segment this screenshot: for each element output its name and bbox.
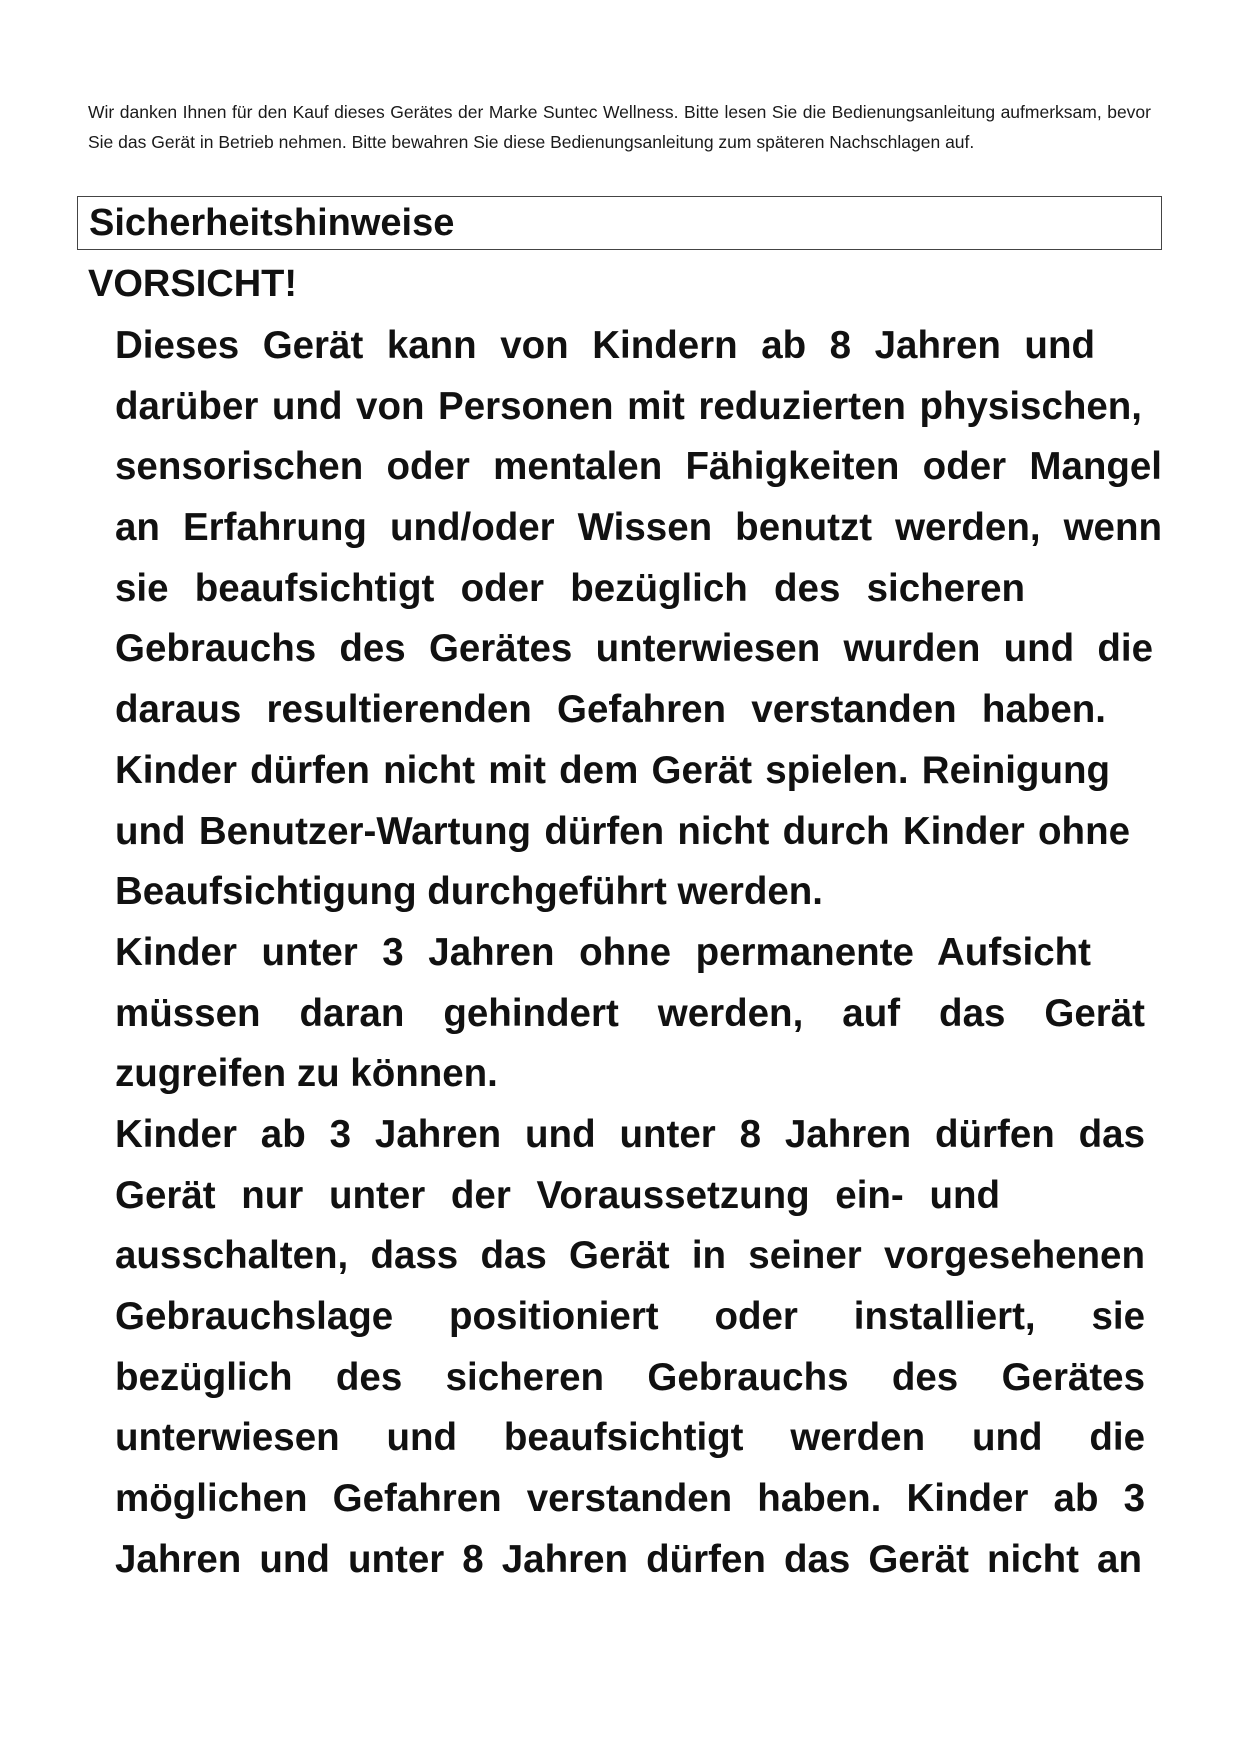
warning-label: VORSICHT! bbox=[88, 263, 297, 305]
safety-text-line: Gebrauchslage positioniert oder installiert, sie bbox=[115, 1295, 1145, 1338]
safety-text-line: Gerät nur unter der Voraussetzung ein- und bbox=[115, 1173, 1000, 1217]
safety-text-line: Jahren und unter 8 Jahren dürfen das Gerät nicht an bbox=[115, 1537, 1142, 1581]
safety-text-line: bezüglich des sicheren Gebrauchs des Gerätes bbox=[115, 1355, 1145, 1399]
safety-text-line: Gebrauchs des Gerätes unterwiesen wurden und die bbox=[115, 627, 1153, 671]
safety-text-line: möglichen Gefahren verstanden haben. Kinder ab 3 bbox=[115, 1477, 1145, 1521]
safety-text-line: sie beaufsichtigt oder bezüglich des sicheren bbox=[115, 566, 1025, 610]
safety-text-line: an Erfahrung und/oder Wissen benutzt werden, wenn bbox=[115, 506, 1162, 550]
safety-text-line: müssen daran gehindert werden, auf das Gerät bbox=[115, 991, 1145, 1035]
safety-text-line: sensorischen oder mentalen Fähigkeiten oder Mangel bbox=[115, 445, 1162, 489]
intro-paragraph: Wir danken Ihnen für den Kauf dieses Gerätes der Marke Suntec Wellness. Bitte lesen Sie die Bedienungsanleitung aufmerksam, bevor Sie das Gerät in Betrieb nehmen. Bitte bewahren Sie diese Bedienungsanleitung zum späteren Nachschlagen auf. bbox=[88, 102, 1151, 152]
safety-text-line: Dieses Gerät kann von Kindern ab 8 Jahren und bbox=[115, 324, 1095, 367]
safety-text-line: Kinder unter 3 Jahren ohne permanente Aufsicht bbox=[115, 930, 1091, 974]
safety-text-line: Kinder dürfen nicht mit dem Gerät spielen. Reinigung bbox=[115, 748, 1110, 792]
section-title: Sicherheitshinweise bbox=[89, 202, 455, 244]
section-heading-box bbox=[77, 196, 1162, 250]
safety-text-line: und Benutzer-Wartung dürfen nicht durch Kinder ohne bbox=[115, 809, 1130, 853]
safety-text-line: darüber und von Personen mit reduzierten physischen, bbox=[115, 384, 1142, 428]
safety-text-line: Beaufsichtigung durchgeführt werden. bbox=[115, 870, 824, 914]
safety-text-line: zugreifen zu können. bbox=[115, 1052, 498, 1096]
safety-text-line: Kinder ab 3 Jahren und unter 8 Jahren dürfen das bbox=[115, 1112, 1145, 1156]
safety-text-line: ausschalten, dass das Gerät in seiner vorgesehenen bbox=[115, 1234, 1145, 1278]
safety-text-line: unterwiesen und beaufsichtigt werden und die bbox=[115, 1416, 1145, 1460]
safety-text-line: daraus resultierenden Gefahren verstanden haben. bbox=[115, 688, 1106, 732]
safety-text-block bbox=[115, 316, 1162, 1590]
